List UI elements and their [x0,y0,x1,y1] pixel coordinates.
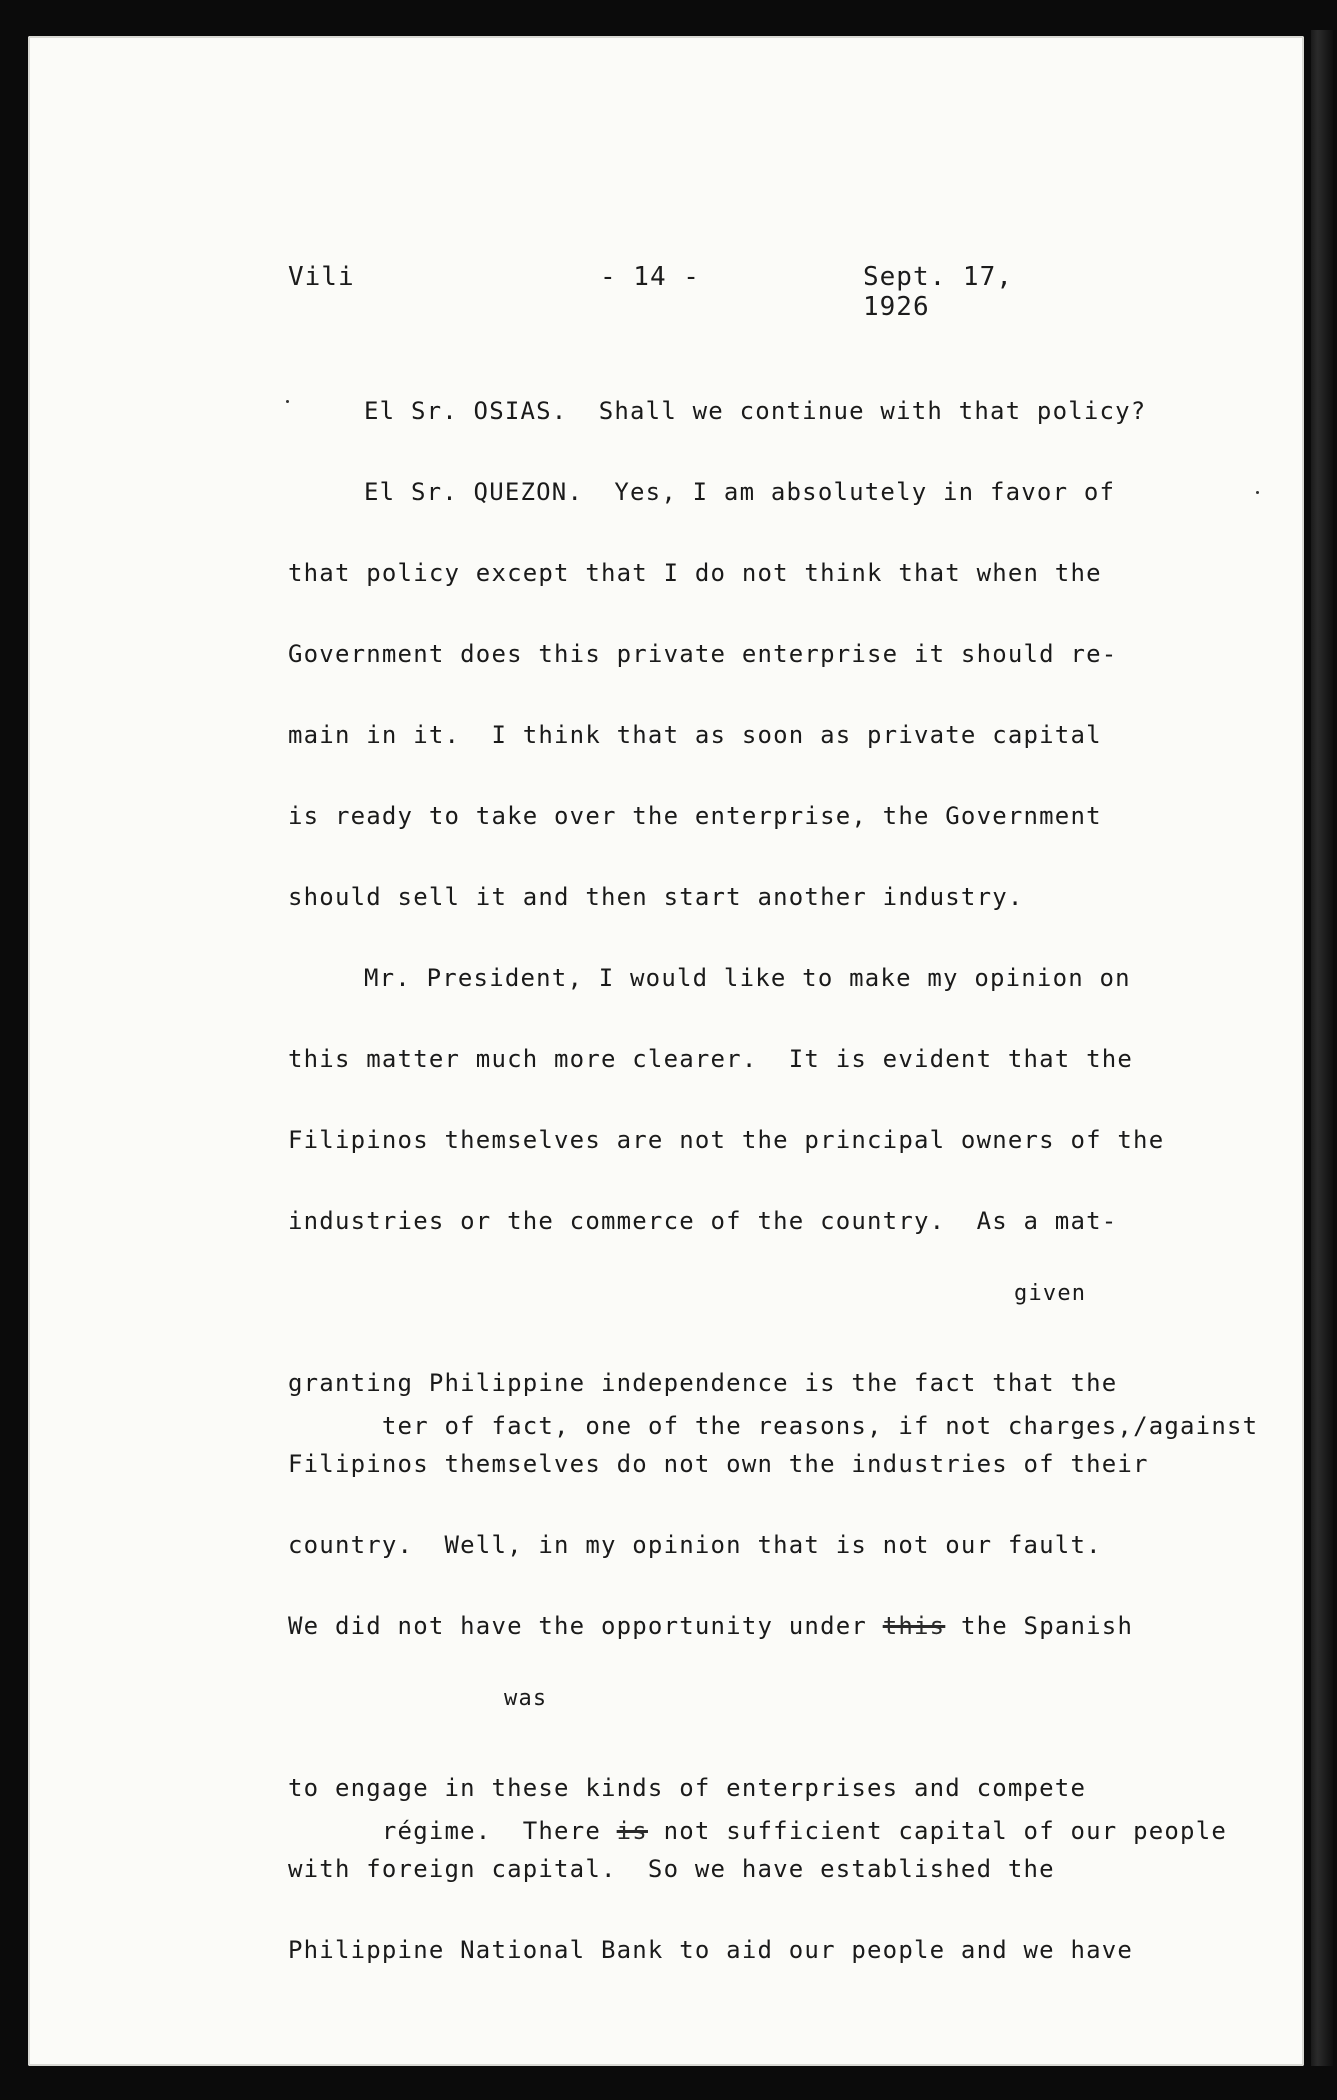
text-line-segment: the Spanish [960,1612,1134,1640]
text-line [288,1595,1168,1676]
text-line: that policy except that I do not think that when the [288,559,1102,587]
struck-word: is [616,1817,648,1845]
session-date: Sept. 17, 1926 [863,262,1013,322]
text-line: Filipinos themselves are not the principal owners of the [288,1126,1165,1154]
text-line: is ready to take over the enterprise, the Government [288,802,1102,830]
text-line: industries or the commerce of the country. As a mat- [288,1207,1118,1235]
text-line: El Sr. QUEZON. Yes, I am absolutely in favor of [364,478,1116,506]
interlinear-insertion: given [1014,1281,1087,1306]
ink-speck [1256,491,1259,494]
text-line: this matter much more clearer. It is evident that the [288,1045,1134,1073]
struck-word: this [882,1612,946,1640]
text-line: Philippine National Bank to aid our people and we have [288,1936,1134,1964]
text-line: Government does this private enterprise it should re- [288,640,1118,668]
text-line: main in it. I think that as soon as private capital [288,721,1102,749]
page-header [288,262,1088,322]
text-line: granting Philippine independence is the fact that the [288,1369,1118,1397]
text-line-segment: not sufficient capital of our people [663,1817,1227,1845]
text-line-content: ter of fact, one of the reasons, if not charges,/against [381,1412,1259,1440]
text-line-segment: régime. There [381,1817,601,1845]
typist-initials: Vili [288,262,355,292]
paper-edge [1311,30,1333,2066]
text-line: should sell it and then start another industry. [288,883,1024,911]
text-line: Filipinos themselves do not own the industries of their [288,1450,1149,1478]
text-line-segment: We did not have the opportunity under [288,1612,868,1640]
transcript-body [288,380,1259,2000]
text-line: El Sr. OSIAS. Shall we continue with that policy? [364,397,1147,425]
page-number: - 14 - [600,262,700,292]
text-line: Mr. President, I would like to make my opinion on [364,964,1131,992]
text-line: with foreign capital. So we have established the [288,1855,1055,1883]
text-line: country. Well, in my opinion that is not our fault. [288,1531,1102,1559]
text-line: to engage in these kinds of enterprises and compete [288,1774,1087,1802]
interlinear-insertion: was [504,1686,548,1711]
